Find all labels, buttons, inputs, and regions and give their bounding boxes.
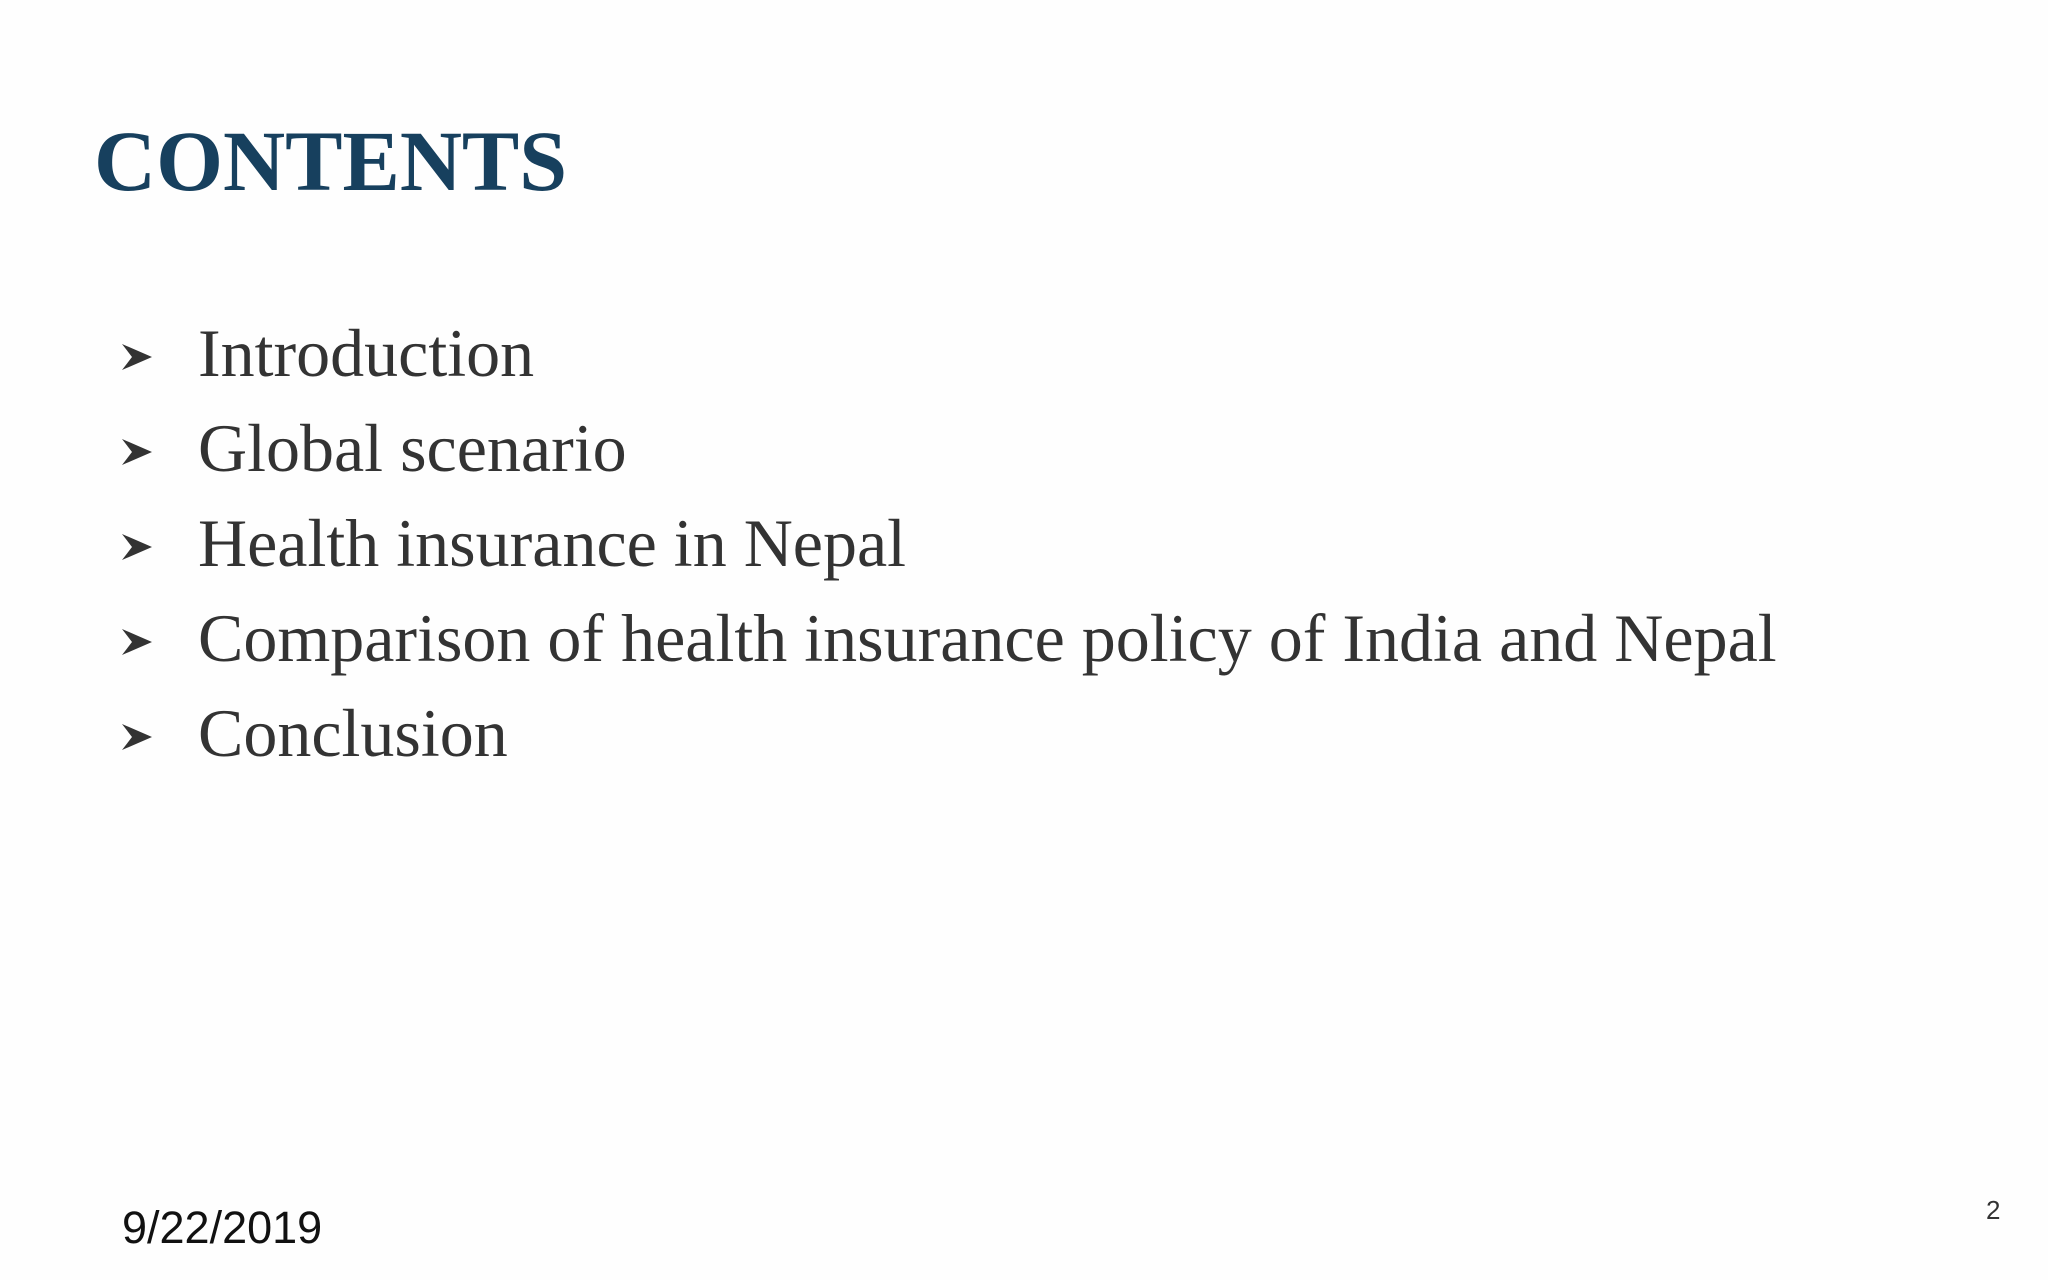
list-item — [120, 400, 1777, 495]
arrowhead-bullet-icon — [120, 714, 198, 752]
list-item-label: Global scenario — [198, 409, 627, 486]
page-number: 2 — [1986, 1195, 2001, 1225]
list-item-label: Comparison of health insurance policy of India and Nepal — [198, 599, 1777, 676]
contents-list — [120, 305, 1777, 780]
footer-date: 9/22/2019 — [122, 1202, 323, 1253]
list-item-label: Health insurance in Nepal — [198, 504, 907, 581]
list-item — [120, 305, 1777, 400]
arrowhead-bullet-icon — [120, 429, 198, 467]
list-item-label: Conclusion — [198, 694, 508, 771]
list-item — [120, 590, 1777, 685]
arrowhead-bullet-icon — [120, 334, 198, 372]
arrowhead-bullet-icon — [120, 524, 198, 562]
list-item — [120, 495, 1777, 590]
slide-title: CONTENTS — [94, 113, 568, 209]
list-item-label: Introduction — [198, 314, 535, 391]
list-item — [120, 685, 1777, 780]
arrowhead-bullet-icon — [120, 619, 198, 657]
